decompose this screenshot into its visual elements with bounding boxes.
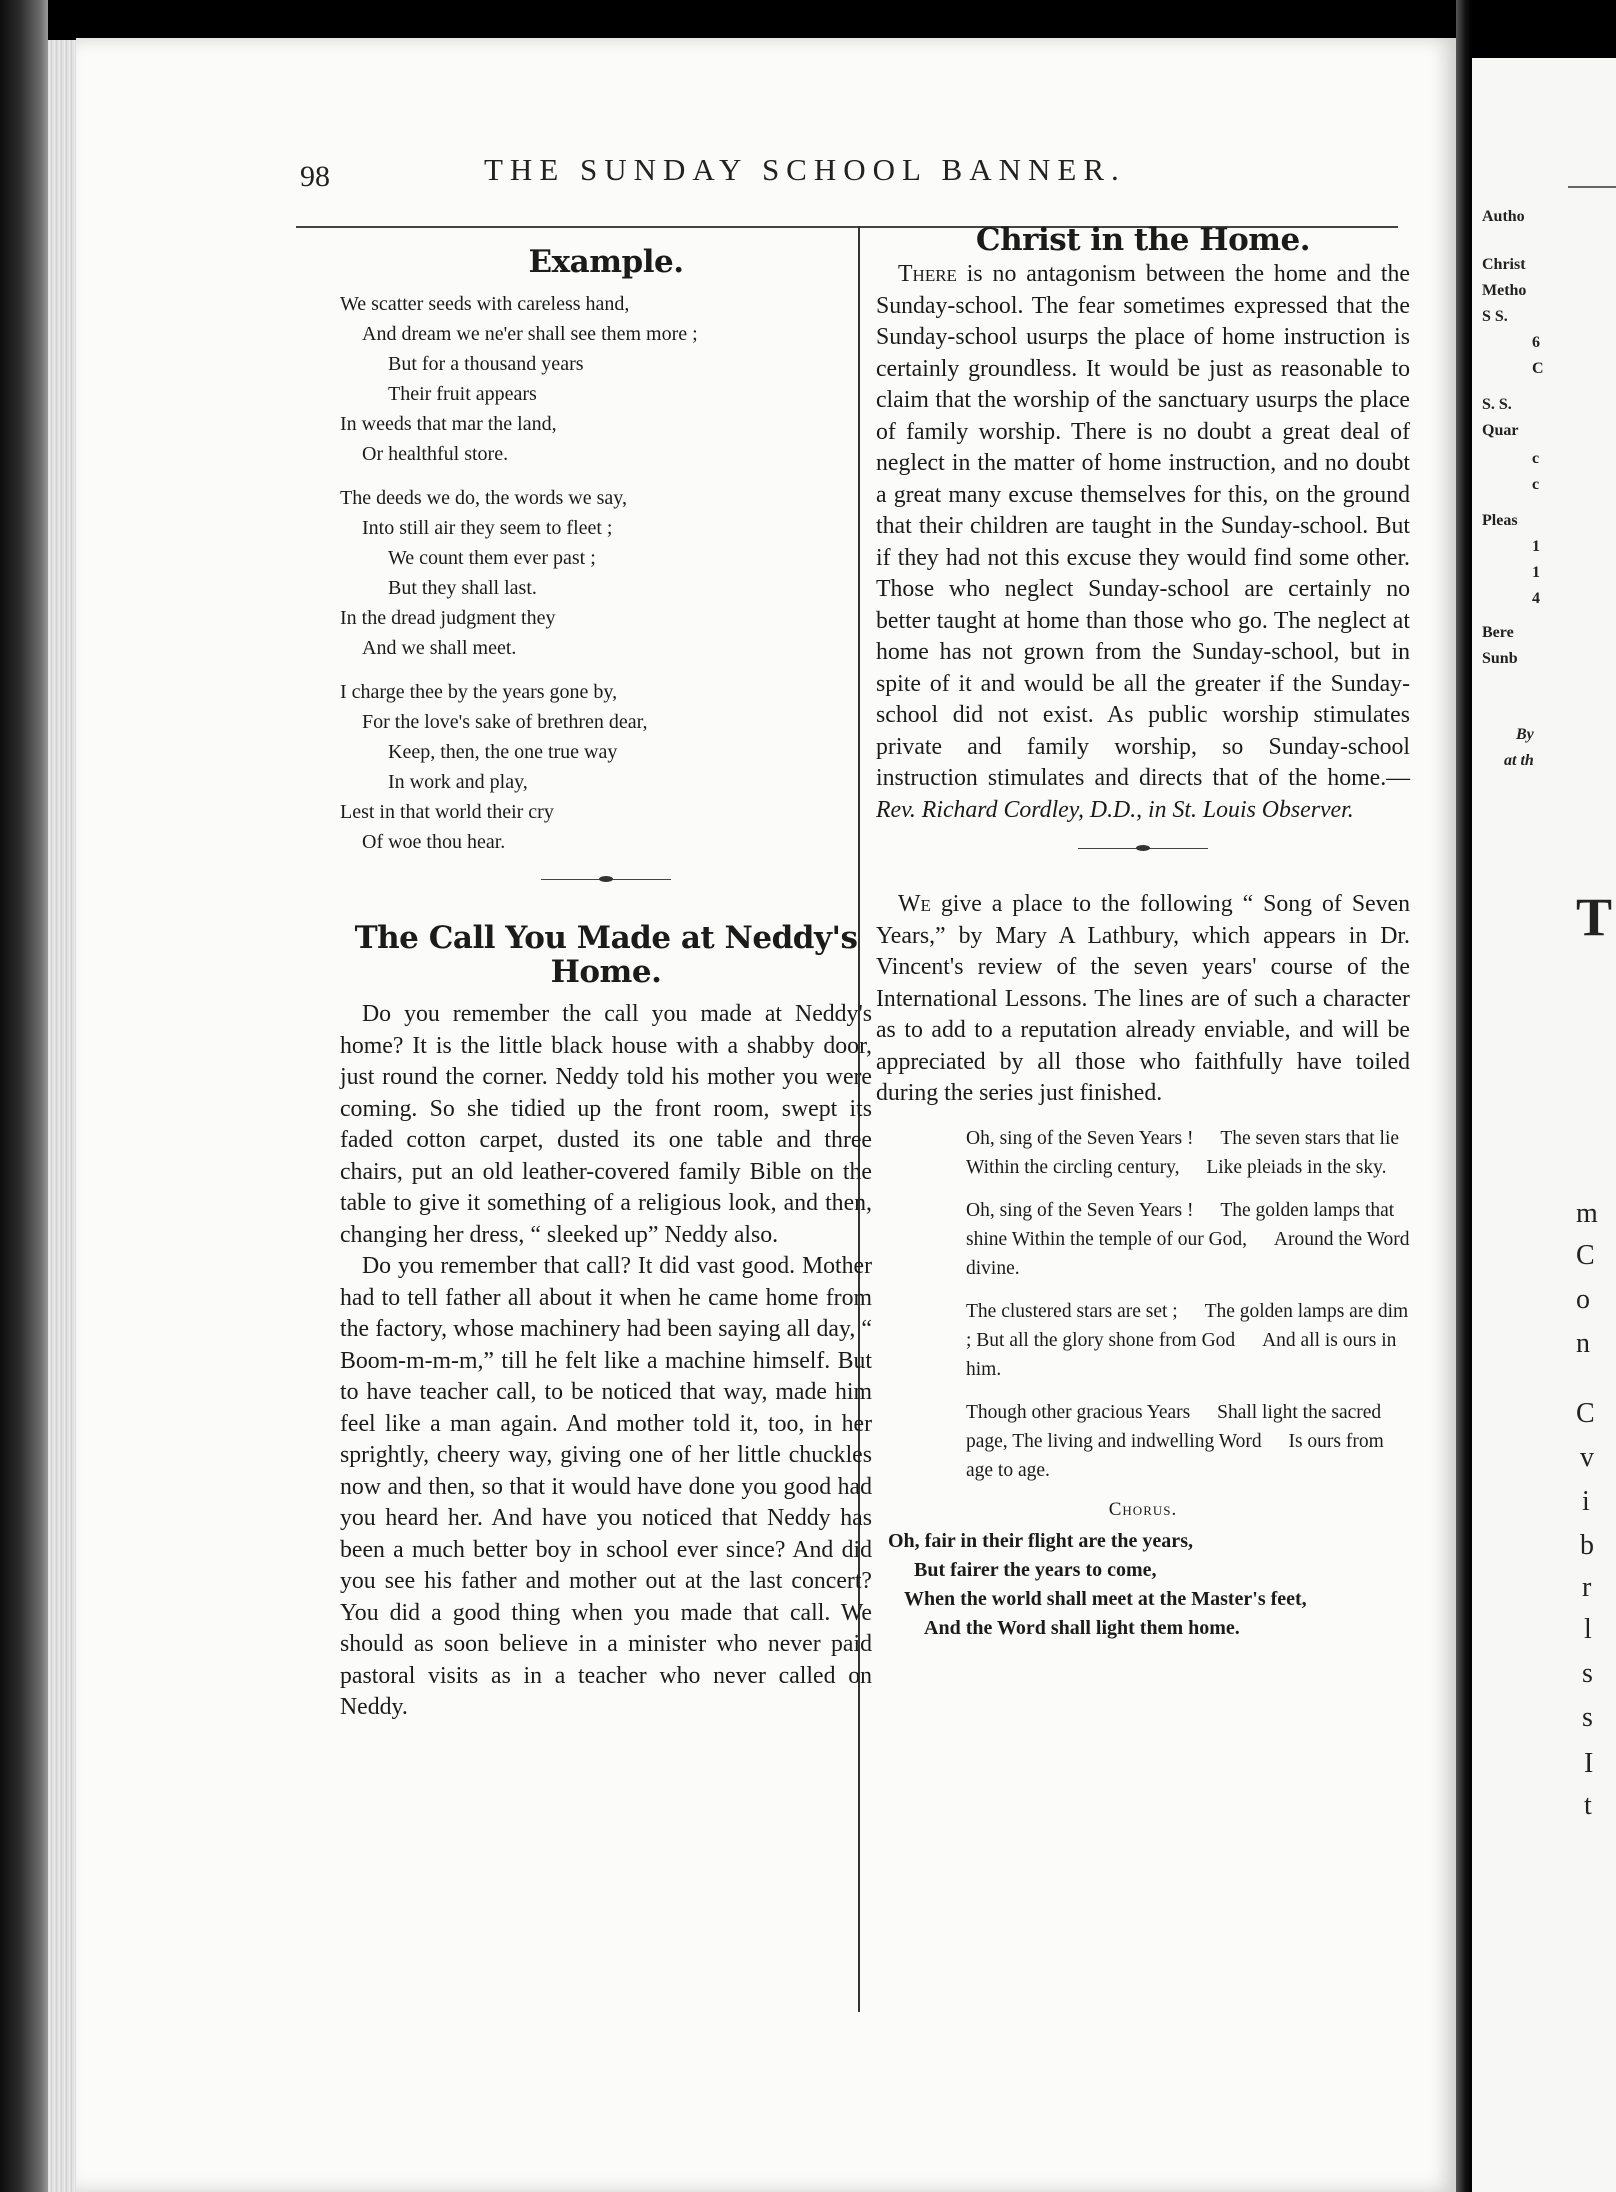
article-title-christ: Christ in the Home. xyxy=(975,222,1311,258)
paragraph: Do you remember that call? It did vast good. Mother had to tell father all about it when he came home from the factory, whose machinery had been saying all day, “ Boom-m-m-m,” till he felt like a machine himself. But to have teacher call, to be noticed that way, made him feel like a man again. And mother told it, too, in her sprightly, cheery way, giving one of her little chuckles now and then, so that it would have done you good had you heard her. And have you noticed that Neddy has been a much better boy in school ever since? And did you see his father and mother out at the last concert? You did a good thing when you made that call. We should as soon believe in a minister who never paid pastoral visits as in a teacher who never called on Neddy. xyxy=(340,1253,872,1721)
book-binding-left xyxy=(0,0,48,2192)
song-line: And all is ours in him. xyxy=(966,1329,1397,1380)
article-title-neddy: The Call You Made at Neddy's Home. xyxy=(354,920,858,990)
adjacent-fragment: o xyxy=(1576,1284,1590,1315)
section-divider xyxy=(541,879,671,880)
adjacent-text: Autho xyxy=(1482,208,1525,225)
page-number: 98 xyxy=(300,160,330,193)
adjacent-header-rule xyxy=(1568,186,1616,188)
poem-line: We count them ever past ; xyxy=(388,547,596,570)
poem-line: Or healthful store. xyxy=(362,443,509,466)
song-line: The seven stars that lie xyxy=(1220,1127,1400,1149)
song-line: Within the circling century, xyxy=(966,1156,1180,1178)
song-line: Is ours from age to age. xyxy=(966,1430,1384,1481)
lead-word: We xyxy=(898,891,931,918)
song-line: Within the temple of our God, xyxy=(1011,1228,1248,1250)
article-body-christ xyxy=(876,259,1410,826)
adjacent-text: Quar xyxy=(1482,422,1519,439)
adjacent-text: 1 xyxy=(1532,538,1540,555)
poem-line: Of woe thou hear. xyxy=(362,831,506,854)
song-stanza xyxy=(966,1398,1410,1485)
adjacent-fragment: r xyxy=(1582,1572,1592,1603)
adjacent-text: at th xyxy=(1504,752,1534,769)
adjacent-fragment: v xyxy=(1580,1442,1594,1473)
poem-line: Into still air they seem to fleet ; xyxy=(362,517,613,540)
song-introduction xyxy=(876,889,1410,1110)
byline: Rev. Richard Cordley, D.D., in St. Louis Observer. xyxy=(876,796,1354,823)
adjacent-fragment: C xyxy=(1576,1240,1595,1271)
song-line: The golden lamps that shine xyxy=(966,1199,1395,1250)
song-stanza xyxy=(966,1124,1410,1182)
adjacent-text: S S. xyxy=(1482,308,1508,325)
chorus-line: And the Word shall light them home. xyxy=(924,1616,1240,1639)
book-gutter xyxy=(1456,0,1472,2192)
poem-line: And we shall meet. xyxy=(362,637,517,660)
adjacent-text: C xyxy=(1532,360,1544,377)
adjacent-fragment: m xyxy=(1576,1198,1598,1229)
poem-line: Their fruit appears xyxy=(388,383,537,406)
song-line: The living and indwelling Word xyxy=(1012,1430,1262,1452)
adjacent-text: Metho xyxy=(1482,282,1527,299)
adjacent-fragment: n xyxy=(1576,1328,1590,1359)
adjacent-page xyxy=(1472,58,1616,2192)
poem-stanza xyxy=(340,677,872,857)
adjacent-text: Bere xyxy=(1482,624,1514,641)
song-line: Though other gracious Years xyxy=(966,1401,1191,1423)
chorus-line: When the world shall meet at the Master's feet, xyxy=(904,1587,1307,1610)
adjacent-fragment: C xyxy=(1576,1398,1595,1429)
adjacent-text: 4 xyxy=(1532,590,1540,607)
song-stanza xyxy=(966,1196,1410,1283)
song-line: Oh, sing of the Seven Years ! xyxy=(966,1199,1194,1221)
paragraph xyxy=(876,259,1410,826)
song-line: The golden lamps are dim ; xyxy=(966,1300,1409,1351)
adjacent-text: c xyxy=(1532,476,1540,493)
lead-word: There xyxy=(898,261,957,288)
song-stanza xyxy=(966,1297,1410,1384)
poem-stanza xyxy=(340,483,872,663)
song-line: Oh, sing of the Seven Years ! xyxy=(966,1127,1194,1149)
page-edge-stack xyxy=(48,40,76,2192)
poem-title: Example. xyxy=(528,244,684,280)
song-of-seven-years xyxy=(966,1124,1410,1485)
paragraph-text: is no antagonism between the home and the Sunday-school. The fear sometimes expressed that the Sunday-school usurps the place of home instruction is certainly groundless. It would be just as reasonable to claim that the worship of the sanctuary usurps the place of family worship. There is no doubt a great deal of neglect in the matter of home instruction, and no doubt a great many excuse themselves for this, on the ground that their children are taught in the Sunday-school. But if they had not this excuse they would find some other. Those who neglect Sunday-school are certainly no better taught at home than those who go. The neglect at home has not grown from the Sunday-school, but in spite of it and would be all the greater if the Sunday-school did not exist. As public worship stimulates private and family worship, so Sunday-school instruction stimulates and directs that of the home.— xyxy=(876,261,1410,792)
adjacent-fragment: i xyxy=(1582,1486,1590,1517)
adjacent-fragment: s xyxy=(1582,1658,1593,1689)
chorus-line: Oh, fair in their flight are the years, xyxy=(888,1529,1193,1552)
poem-stanza xyxy=(340,289,872,469)
poem-line: In the dread judgment they xyxy=(340,607,556,630)
poem-line: For the love's sake of brethren dear, xyxy=(362,711,648,734)
poem-line: In work and play, xyxy=(388,771,528,794)
left-column xyxy=(340,238,872,1724)
adjacent-text: Pleas xyxy=(1482,512,1518,529)
poem-line: Lest in that world their cry xyxy=(340,801,554,824)
poem-line: The deeds we do, the words we say, xyxy=(340,487,627,510)
poem-line: Keep, then, the one true way xyxy=(388,741,618,764)
section-divider xyxy=(1078,848,1208,849)
song-line: Like pleiads in the sky. xyxy=(1206,1156,1387,1178)
chorus xyxy=(876,1527,1410,1643)
adjacent-fragment: I xyxy=(1584,1748,1594,1779)
paragraph xyxy=(876,889,1410,1110)
adjacent-text: By xyxy=(1516,726,1534,743)
running-title: THE SUNDAY SCHOOL BANNER. xyxy=(484,152,1126,187)
adjacent-text: 1 xyxy=(1532,564,1540,581)
adjacent-fragment: l xyxy=(1584,1614,1592,1645)
paragraph: Do you remember the call you made at Neddy's home? It is the little black house with a shabby door, just round the corner. Neddy told his mother you were coming. So she tidied up the front room, swept its faded cotton carpet, dusted its one table and three chairs, put an old leather-covered family Bible on the table to give it something of a religious look, and then, changing her dress, “ sleeked up” Neddy also. xyxy=(340,1001,872,1248)
poem-example xyxy=(340,289,872,857)
article-body-neddy xyxy=(340,999,872,1724)
poem-line: But they shall last. xyxy=(388,577,537,600)
poem-line: We scatter seeds with careless hand, xyxy=(340,293,630,316)
adjacent-text: c xyxy=(1532,450,1540,467)
adjacent-fragment: b xyxy=(1580,1530,1594,1561)
song-line: But all the glory shone from God xyxy=(976,1329,1236,1351)
poem-line: And dream we ne'er shall see them more ; xyxy=(362,323,698,346)
adjacent-text: Christ xyxy=(1482,256,1526,273)
song-line: Around the Word divine. xyxy=(966,1228,1410,1279)
adjacent-text: Sunb xyxy=(1482,650,1518,667)
poem-line: In weeds that mar the land, xyxy=(340,413,557,436)
chorus-line: But fairer the years to come, xyxy=(914,1558,1157,1581)
adjacent-text: 6 xyxy=(1532,334,1540,351)
chorus-label: Chorus. xyxy=(1108,1498,1178,1520)
adjacent-initial: T xyxy=(1576,887,1613,947)
paragraph-text: give a place to the following “ Song of Seven Years,” by Mary A Lathbury, which appears in Dr. Vincent's review of the seven years' course of the International Lessons. The lines are of such a character as to add to a reputation already enviable, and will be appreciated by all those who faithfully have toiled during the series just finished. xyxy=(876,891,1410,1107)
song-line: Shall light the sacred page, xyxy=(966,1401,1382,1452)
adjacent-fragment: t xyxy=(1584,1790,1592,1821)
adjacent-fragment: s xyxy=(1582,1702,1593,1733)
right-column xyxy=(876,222,1410,1643)
song-line: The clustered stars are set ; xyxy=(966,1300,1178,1322)
poem-line: But for a thousand years xyxy=(388,353,584,376)
adjacent-text: S. S. xyxy=(1482,396,1512,413)
poem-line: I charge thee by the years gone by, xyxy=(340,681,618,704)
